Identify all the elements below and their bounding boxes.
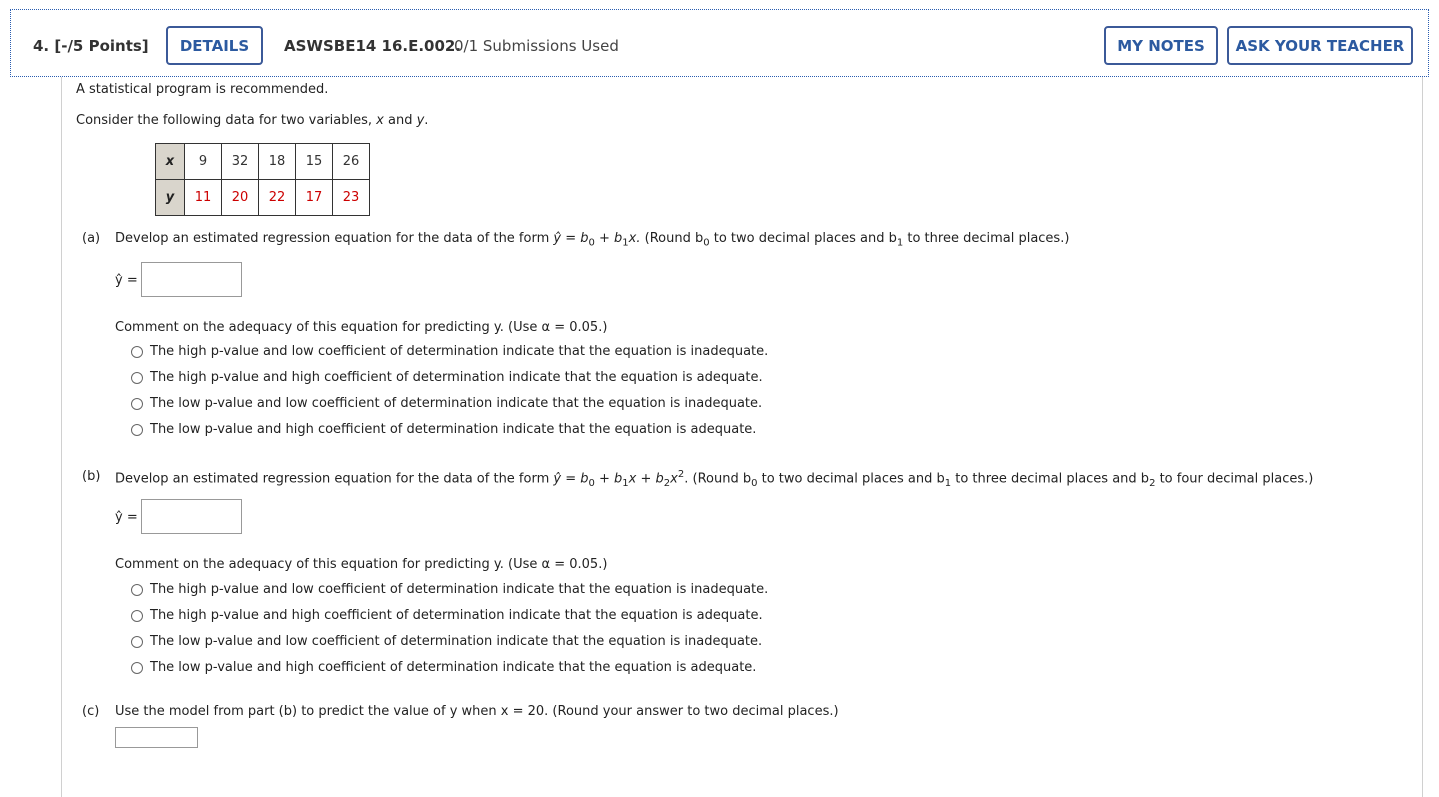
round-text: to two decimal places and b — [709, 231, 897, 246]
sub-0: 0 — [588, 237, 595, 249]
sub-1: 1 — [622, 477, 629, 489]
sub-1: 1 — [896, 237, 904, 249]
prompt-text: Develop an estimated regression equation for the data of the form — [115, 231, 554, 246]
option-label: The high p-value and high coefficient of determination indicate that the equation is adequate. — [150, 608, 763, 623]
part-b-option[interactable] — [131, 634, 762, 649]
option-label: The high p-value and low coefficient of determination indicate that the equation is inadequate. — [150, 582, 769, 597]
radio-button[interactable] — [131, 346, 143, 358]
part-b-option[interactable] — [131, 608, 763, 623]
radio-button[interactable] — [131, 424, 143, 436]
intro-line-2 — [76, 113, 428, 128]
eq-part: ŷ = b — [553, 471, 589, 487]
radio-button[interactable] — [131, 372, 143, 384]
intro-text: Consider the following data for two variables, — [76, 113, 377, 128]
y-header: y — [156, 180, 185, 216]
radio-button[interactable] — [131, 398, 143, 410]
round-text: to three decimal places.) — [903, 231, 1070, 246]
sup-2: 2 — [677, 469, 685, 480]
ask-teacher-button[interactable]: ASK YOUR TEACHER — [1227, 26, 1413, 65]
eq-part: + b — [594, 231, 623, 246]
part-b-answer-input[interactable] — [141, 499, 242, 534]
x-value: 18 — [259, 144, 296, 180]
question-id: ASWSBE14 16.E.002. — [284, 37, 462, 55]
var-x: x — [376, 113, 384, 128]
part-c-label: (c) — [82, 704, 100, 719]
option-label: The low p-value and low coefficient of determination indicate that the equation is inadequate. — [150, 634, 763, 649]
part-a-answer-input[interactable] — [141, 262, 242, 297]
sub-0: 0 — [751, 477, 758, 489]
part-c-prompt: Use the model from part (b) to predict the value of y when x = 20. (Round your answer to two decimal places.) — [115, 704, 839, 719]
part-a-comment: Comment on the adequacy of this equation for predicting y. (Use α = 0.05.) — [115, 320, 608, 335]
radio-button[interactable] — [131, 662, 143, 674]
part-b-prompt — [115, 469, 1313, 489]
option-label: The high p-value and high coefficient of determination indicate that the equation is adequate. — [150, 370, 763, 385]
eq-part: . — [684, 471, 689, 487]
round-text: to two decimal places and b — [757, 471, 945, 487]
round-text: to four decimal places.) — [1155, 471, 1314, 487]
y-value: 23 — [333, 180, 370, 216]
eq-part: + b — [594, 471, 623, 487]
sub-2: 2 — [1149, 477, 1156, 489]
sub-1: 1 — [622, 237, 629, 249]
eq-part: x — [670, 471, 678, 487]
x-value: 26 — [333, 144, 370, 180]
option-label: The high p-value and low coefficient of determination indicate that the equation is inadequate. — [150, 344, 769, 359]
part-a-yhat-label: ŷ = — [115, 273, 138, 288]
details-button[interactable]: DETAILS — [166, 26, 263, 65]
part-a-label: (a) — [82, 231, 101, 246]
x-header: x — [156, 144, 185, 180]
prompt-text: Develop an estimated regression equation for the data of the form — [115, 471, 554, 487]
intro-and: and — [383, 113, 417, 128]
round-text: (Round b — [640, 231, 704, 246]
eq-part: ŷ = b — [553, 231, 589, 246]
part-a-option[interactable] — [131, 344, 768, 359]
part-c-answer-input[interactable] — [115, 727, 198, 748]
var-y: y — [416, 113, 425, 128]
y-value: 20 — [222, 180, 259, 216]
my-notes-button[interactable]: MY NOTES — [1104, 26, 1218, 65]
intro-line-1: A statistical program is recommended. — [76, 82, 329, 97]
sub-1: 1 — [944, 477, 952, 489]
option-label: The low p-value and high coefficient of determination indicate that the equation is adequate. — [150, 422, 757, 437]
option-label: The low p-value and low coefficient of determination indicate that the equation is inadequate. — [150, 396, 763, 411]
part-a-prompt — [115, 231, 1069, 249]
part-a-option[interactable] — [131, 396, 762, 411]
part-a-option[interactable] — [131, 370, 763, 385]
part-b-option[interactable] — [131, 582, 768, 597]
part-b-yhat-label: ŷ = — [115, 510, 138, 525]
part-b-label: (b) — [82, 469, 101, 484]
part-a-option[interactable] — [131, 422, 756, 437]
question-header — [10, 9, 1429, 77]
intro-period: . — [424, 113, 429, 128]
table-row-y — [156, 180, 370, 216]
data-table — [155, 143, 370, 216]
submissions-used: 0/1 Submissions Used — [454, 37, 619, 55]
y-value: 22 — [259, 180, 296, 216]
radio-button[interactable] — [131, 610, 143, 622]
eq-part: x + b — [628, 471, 664, 487]
x-value: 15 — [296, 144, 333, 180]
radio-button[interactable] — [131, 636, 143, 648]
part-b-option[interactable] — [131, 660, 756, 675]
radio-button[interactable] — [131, 584, 143, 596]
y-value: 11 — [185, 180, 222, 216]
sub-0: 0 — [703, 237, 710, 249]
part-b-comment: Comment on the adequacy of this equation for predicting y. (Use α = 0.05.) — [115, 557, 608, 572]
sub-2: 2 — [663, 477, 671, 489]
round-text: (Round b — [688, 471, 752, 487]
option-label: The low p-value and high coefficient of determination indicate that the equation is adequate. — [150, 660, 757, 675]
x-value: 32 — [222, 144, 259, 180]
table-row-x — [156, 144, 370, 180]
sub-0: 0 — [588, 477, 595, 489]
y-value: 17 — [296, 180, 333, 216]
round-text: to three decimal places and b — [951, 471, 1150, 487]
x-value: 9 — [185, 144, 222, 180]
question-number: 4. [-/5 Points] — [33, 37, 149, 55]
eq-part: x. — [628, 231, 641, 246]
